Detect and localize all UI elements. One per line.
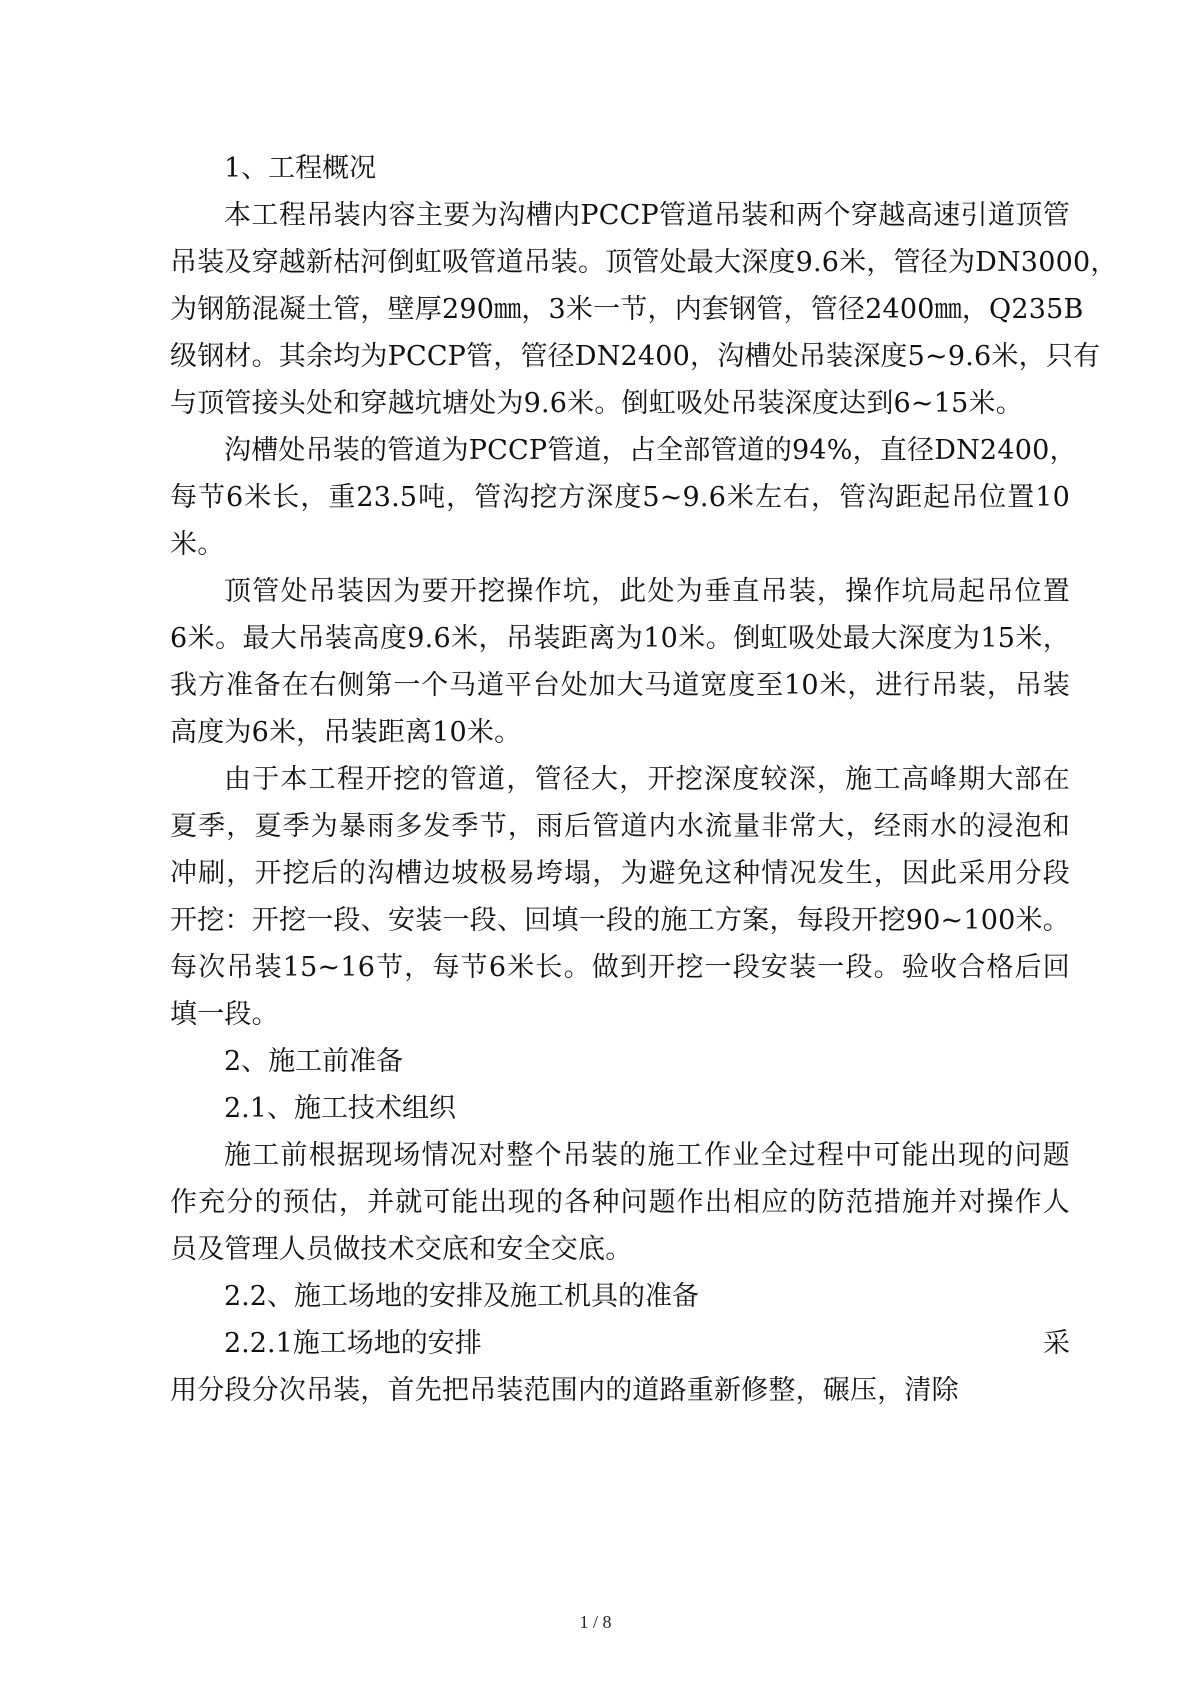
paragraph-line: 每次吊装15~16节，每节6米长。做到开挖一段安装一段。验收合格后回 (170, 952, 1070, 983)
paragraph-line: 夏季，夏季为暴雨多发季节，雨后管道内水流量非常大，经雨水的浸泡和 (170, 811, 1070, 842)
paragraph-line: 填一段。 (170, 999, 279, 1030)
paragraph-trench-lifting (170, 427, 1077, 568)
paragraph-line: 本工程吊装内容主要为沟槽内PCCP管道吊装和两个穿越高速引道顶管 (224, 200, 1070, 231)
paragraph-line: 我方准备在右侧第一个马道平台处加大马道宽度至10米，进行吊装，吊装 (170, 670, 1070, 701)
paragraph-line: 员及管理人员做技术交底和安全交底。 (170, 1234, 633, 1265)
paragraph-line: 施工前根据现场情况对整个吊装的施工作业全过程中可能出现的问题 (224, 1140, 1070, 1171)
paragraph-line: 每节6米长，重23.5吨，管沟挖方深度5~9.6米左右，管沟距起吊位置10 (170, 482, 1070, 513)
section-2-2-heading: 2.2、施工场地的安排及施工机具的准备 (224, 1281, 699, 1312)
paragraph-project-overview (170, 192, 1118, 427)
paragraph-segmented-excavation (170, 756, 1070, 1038)
section-1-heading: 1、工程概况 (224, 153, 377, 184)
section-2-1-heading: 2.1、施工技术组织 (224, 1093, 456, 1124)
paragraph-line: 吊装及穿越新枯河倒虹吸管道吊装。顶管处最大深度9.6米，管径为DN3000， (170, 247, 1118, 278)
paragraph-pipe-jacking-lifting (170, 568, 1070, 756)
section-2-2-1-heading: 2.2.1施工场地的安排 (224, 1328, 482, 1359)
paragraph-line: 由于本工程开挖的管道，管径大，开挖深度较深，施工高峰期大部在 (224, 764, 1070, 795)
page-number: 1 / 8 (579, 1612, 612, 1632)
paragraph-line: 作充分的预估，并就可能出现的各种问题作出相应的防范措施并对操作人 (170, 1187, 1070, 1218)
section-2-2-1-tail: 采 (1043, 1328, 1070, 1359)
paragraph-line: 顶管处吊装因为要开挖操作坑，此处为垂直吊装，操作坑局起吊位置 (224, 576, 1070, 607)
paragraph-site-arrangement (170, 1367, 1070, 1414)
paragraph-line: 开挖：开挖一段、安装一段、回填一段的施工方案，每段开挖90~100米。 (170, 905, 1070, 936)
section-2-heading: 2、施工前准备 (224, 1046, 404, 1077)
paragraph-line: 6米。最大吊装高度9.6米，吊装距离为10米。倒虹吸处最大深度为15米， (170, 623, 1070, 654)
paragraph-technical-organization (170, 1132, 1070, 1273)
section-2-2-1-row (170, 1320, 1070, 1367)
paragraph-line: 与顶管接头处和穿越坑塘处为9.6米。倒虹吸处吊装深度达到6~15米。 (170, 388, 1023, 419)
document-body (170, 145, 1118, 1414)
paragraph-line: 米。 (170, 529, 225, 560)
paragraph-line: 用分段分次吊装，首先把吊装范围内的道路重新修整，碾压，清除 (170, 1375, 959, 1406)
paragraph-line: 沟槽处吊装的管道为PCCP管道，占全部管道的94%，直径DN2400， (224, 435, 1077, 466)
paragraph-line: 高度为6米，吊装距离10米。 (170, 717, 522, 748)
paragraph-line: 级钢材。其余均为PCCP管，管径DN2400，沟槽处吊装深度5~9.6米，只有 (170, 341, 1101, 372)
paragraph-line: 为钢筋混凝土管，壁厚290㎜，3米一节，内套钢管，管径2400㎜，Q235B (170, 294, 1084, 325)
paragraph-line: 冲刷，开挖后的沟槽边坡极易垮塌，为避免这种情况发生，因此采用分段 (170, 858, 1070, 889)
